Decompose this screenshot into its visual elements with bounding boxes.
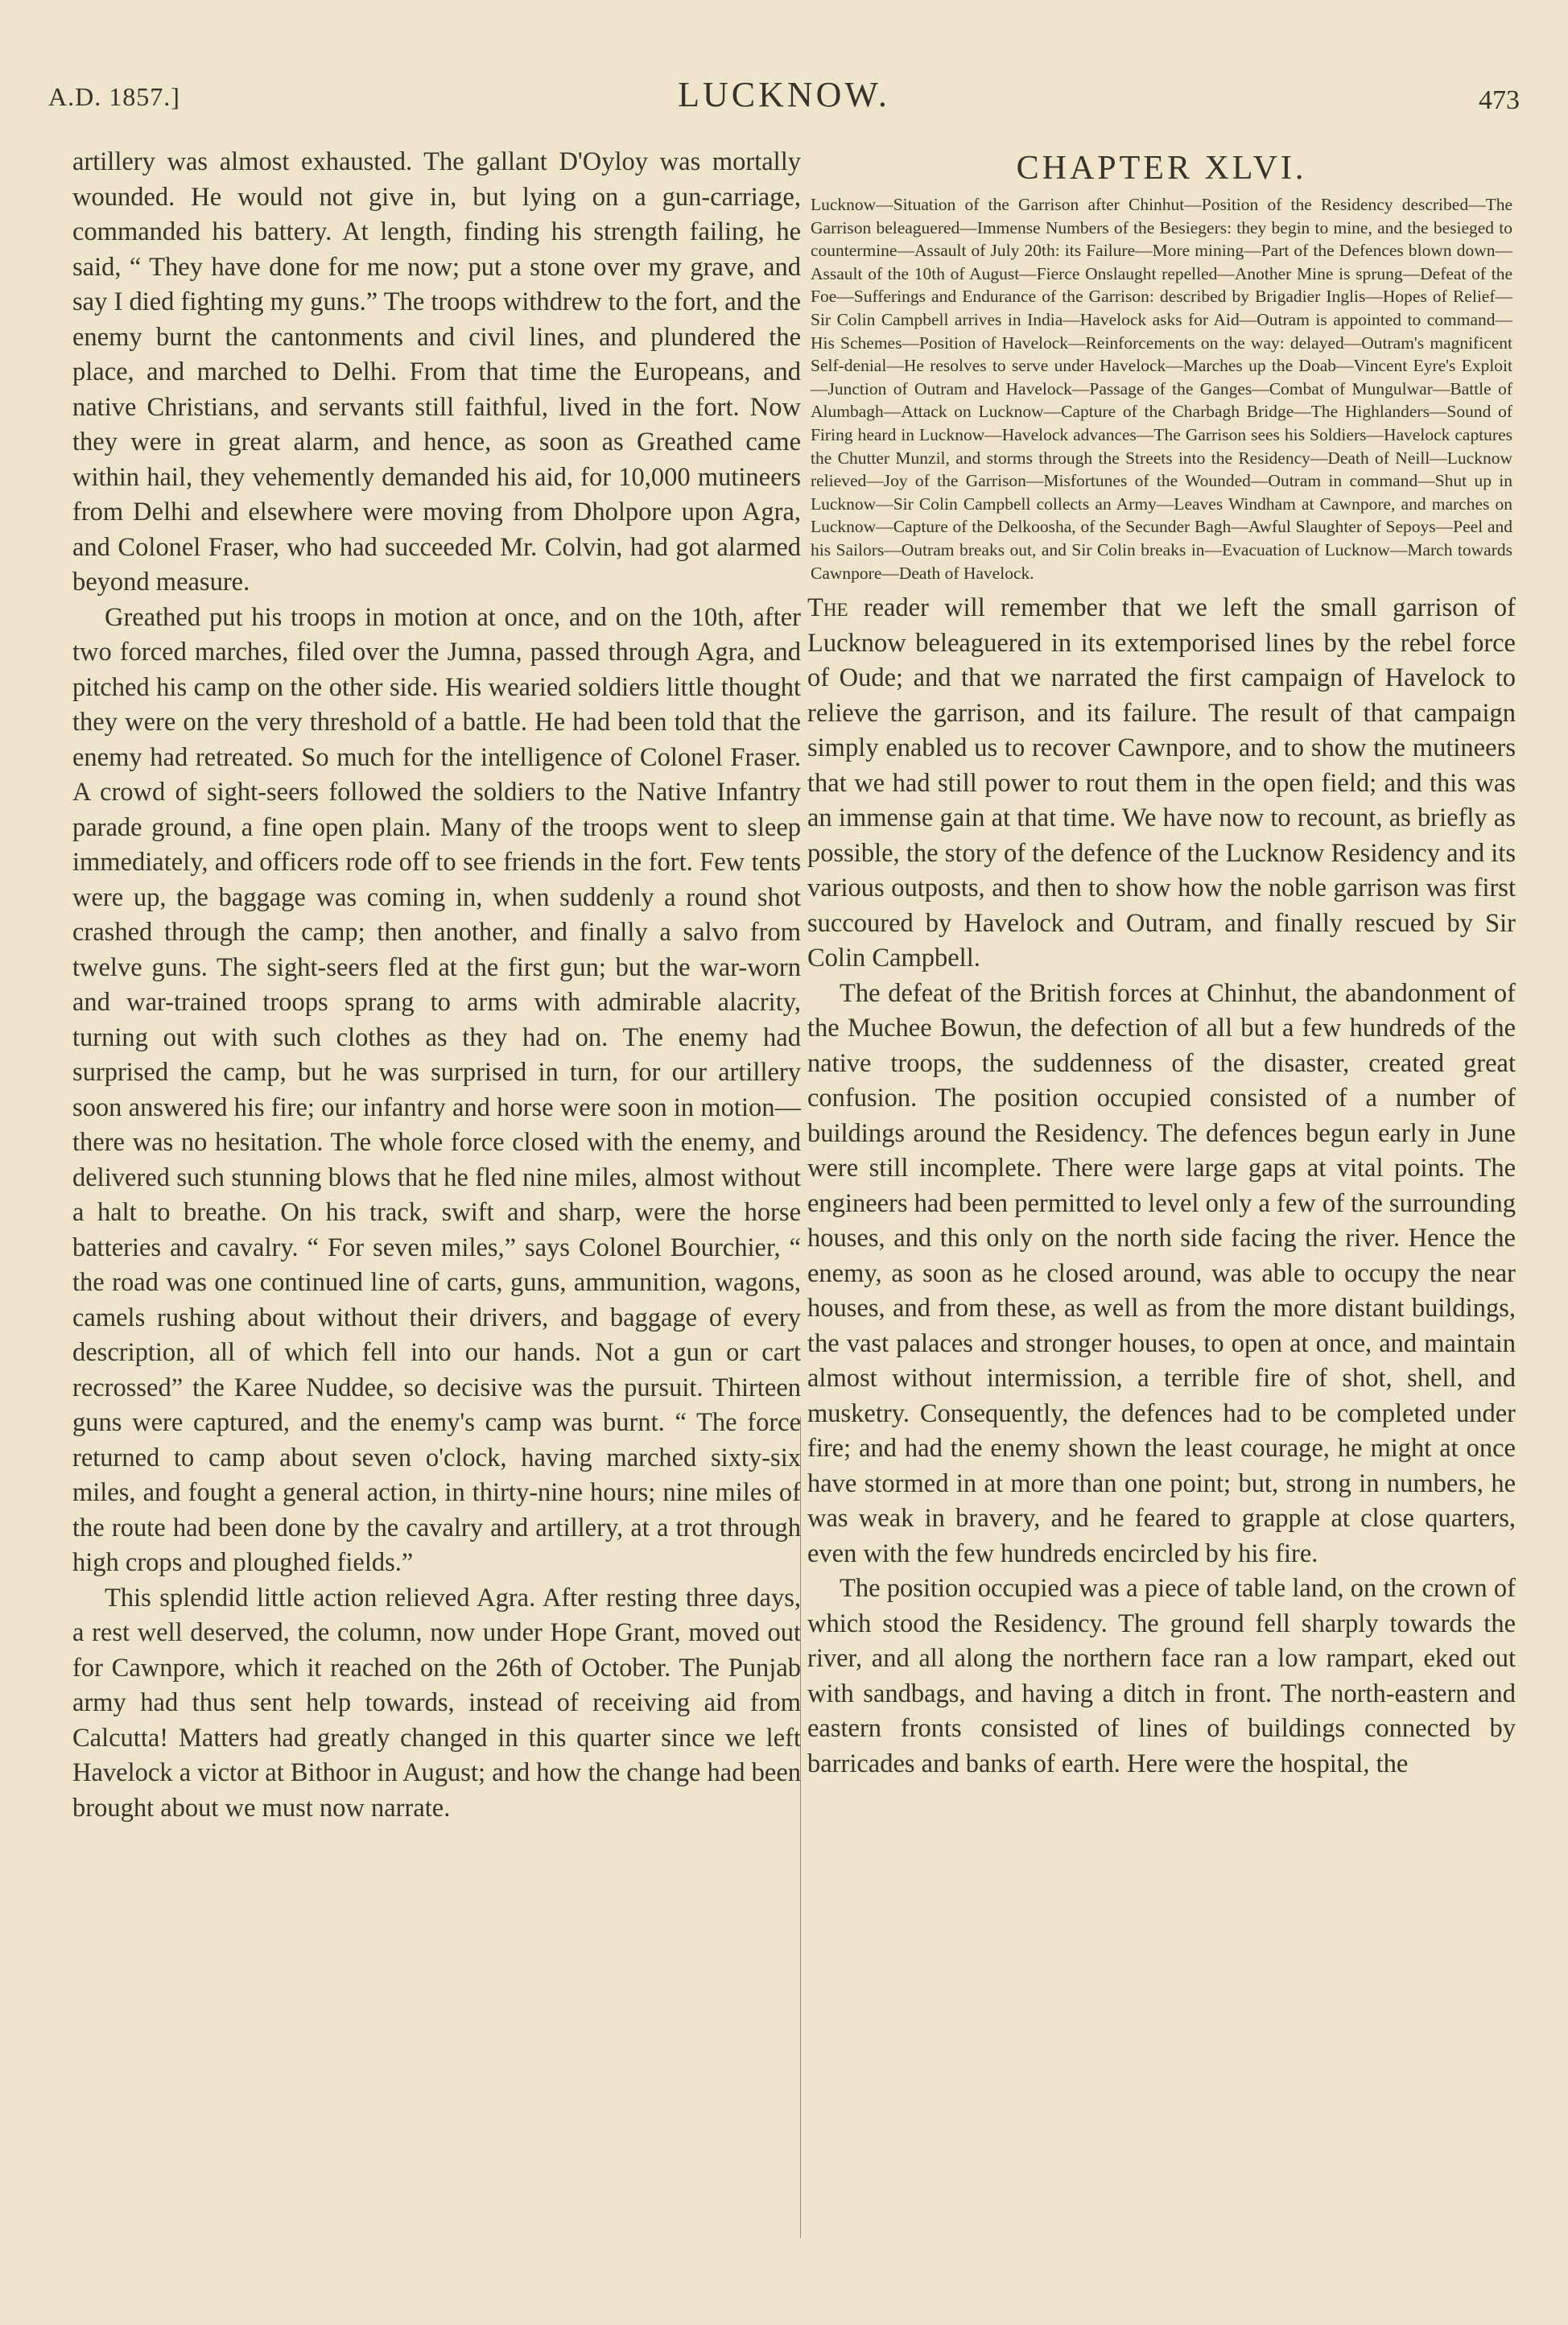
column-divider	[800, 1417, 801, 2238]
paragraph: The defeat of the British forces at Chinhut, the abandonment of the Muchee Bowun, the defection of all but a few hundreds of the native troops, the suddenness of the disaster, created great confusion. The position occupied consisted of a number of buildings around the Residency. The defences begun early in June were still incomplete. There were large gaps at vital points. The engineers had been permitted to level only a few of the surrounding houses, and this only on the north side facing the river. Hence the enemy, as soon as he closed around, was able to occupy the near houses, and from these, as well as from the more distant buildings, the vast palaces and stronger houses, to open at once, and maintain almost without intermission, a terrible fire of shot, shell, and musketry. Consequently, the defences had to be completed under fire; and had the enemy shown the least courage, he might at once have stormed in at more than one point; but, strong in numbers, he was weak in bravery, and he feared to grapple at close quarters, even with the few hundreds encircled by his fire.	[807, 978, 1516, 1568]
chapter-summary: Lucknow—Situation of the Garrison after Chinhut—Position of the Residency described—The Garrison beleaguered—Immense Numbers of the Besiegers: they begin to mine, and the besieged to countermine—Assault of July 20th: its Failure—More mining—Part of the Defences blown down—Assault of the 10th of August—Fierce Onslaught repelled—Another Mine is sprung—Defeat of the Foe—Sufferings and Endurance of the Garrison: described by Brigadier Inglis—Hopes of Relief—Sir Colin Campbell arrives in India—Havelock asks for Aid—Outram is appointed to command—His Schemes—Position of Havelock—Reinforcements on the way: delayed—Outram's magnificent Self-denial—He resolves to serve under Havelock—Marches up the Doab—Vincent Eyre's Exploit—Junction of Outram and Havelock—Passage of the Ganges—Combat of Mungulwar—Battle of Alumbagh—Attack on Lucknow—Capture of the Charbagh Bridge—The Highlanders—Sound of Firing heard in Lucknow—Havelock advances—The Garrison sees his Soldiers—Havelock captures the Chutter Munzil, and storms through the Streets into the Residency—Death of Neill—Lucknow relieved—Joy of the Garrison—Misfortunes of the Wounded—Outram in command—Shut up in Lucknow—Sir Colin Campbell collects an Army—Leaves Windham at Cawnpore, and marches on Lucknow—Capture of the Delkoosha, of the Secunder Bagh—Awful Slaughter of Sepoys—Peel and his Sailors—Outram breaks out, and Sir Colin breaks in—Evacuation of Lucknow—March towards Cawnpore—Death of Havelock.	[811, 195, 1512, 583]
header-date: A.D. 1857.]	[48, 82, 180, 111]
paragraph: Greathed put his troops in motion at once, and on the 10th, after two forced marches, filed over the Jumna, passed through Agra, and pitched his camp on the other side. His wearied soldiers little thought they were on the very threshold of a battle. He had been told that the enemy had retreated. So much for the intelligence of Colonel Fraser. A crowd of sight-seers followed the soldiers to the Native Infantry parade ground, a fine open plain. Many of the troops went to sleep immediately, and officers rode off to see friends in the fort. Few tents were up, the baggage was coming in, when suddenly a round shot crashed through the camp; then another, and finally a salvo from twelve guns. The sight-seers fled at the first gun; but the war-worn and war-trained troops sprang to arms with admirable alacrity, turning out with such clothes as they had on. The enemy had surprised the camp, but he was surprised in turn, for our artillery soon answered his fire; our infantry and horse were soon in motion—there was no hesitation. The whole force closed with the enemy, and delivered such stunning blows that he fled nine miles, almost without a halt to breathe. On his track, swift and sharp, were the horse batteries and cavalry. “ For seven miles,” says Colonel Bourchier, “ the road was one continued line of carts, guns, ammunition, wagons, camels rushing about without their drivers, and baggage of every description, all of which fell into our hands. Not a gun or cart recrossed” the Karee Nuddee, so decisive was the pursuit. Thirteen guns were captured, and the enemy's camp was burnt. “ The force returned to camp about seven o'clock, having marched sixty-six miles, and fought a general action, in thirty-nine hours; nine miles of the route had been done by the cavalry and artillery, at a trot through high crops and ploughed fields.”	[72, 602, 801, 1577]
left-column	[72, 145, 801, 1826]
running-header	[48, 74, 1520, 122]
page-number: 473	[1479, 85, 1520, 115]
opening-text: reader will remember that we left the small garrison of Lucknow beleaguered in its extemporised lines by the rebel force of Oude; and that we narrated the first campaign of Havelock to relieve the garrison, and its failure. The result of that campaign simply enabled us to recover Cawnpore, and to show the mutineers that we had still power to rout them in the open field; and this was an immense gain at that time. We have now to recount, as briefly as possible, the story of the defence of the Lucknow Residency and its various outposts, and then to show how the noble garrison was first succoured by Havelock and Outram, and finally rescued by Sir Colin Campbell.	[807, 593, 1516, 973]
right-column	[807, 145, 1516, 1782]
paragraph: artillery was almost exhausted. The gallant D'Oyloy was mortally wounded. He would not give in, but lying on a gun-carriage, commanded his battery. At length, finding his strength failing, he said, “ They have done for me now; put a stone over my grave, and say I died fighting my guns.” The troops withdrew to the fort, and the enemy burnt the cantonments and civil lines, and plundered the place, and marched to Delhi. From that time the Europeans, and native Christians, and servants still faithful, lived in the fort. Now they were in great alarm, and hence, as soon as Greathed came within hail, they vehemently demanded his aid, for 10,000 mutineers from Delhi and elsewhere were moving from Dholpore upon Agra, and Colonel Fraser, who had succeeded Mr. Colvin, had got alarmed beyond measure.	[72, 147, 801, 597]
paragraph: The position occupied was a piece of table land, on the crown of which stood the Residency. The ground fell sharply towards the river, and all along the northern face ran a low rampart, eked out with sandbags, and having a ditch in front. The north-eastern and eastern fronts consisted of lines of buildings connected by barricades and banks of earth. Here were the hospital, the	[807, 1574, 1516, 1778]
opening-paragraph	[807, 591, 1516, 977]
paragraph: This splendid little action relieved Agra. After resting three days, a rest well deserved, the column, now under Hope Grant, moved out for Cawnpore, which it reached on the 26th of October. The Punjab army had thus sent help towards, instead of receiving aid from Calcutta! Matters had greatly changed in this quarter since we left Havelock a victor at Bithoor in August; and how the change had been brought about we must now narrate.	[72, 1583, 801, 1823]
lead-word: The	[807, 593, 848, 623]
header-title: LUCKNOW.	[678, 75, 890, 114]
chapter-title: CHAPTER XLVI.	[1016, 150, 1307, 187]
